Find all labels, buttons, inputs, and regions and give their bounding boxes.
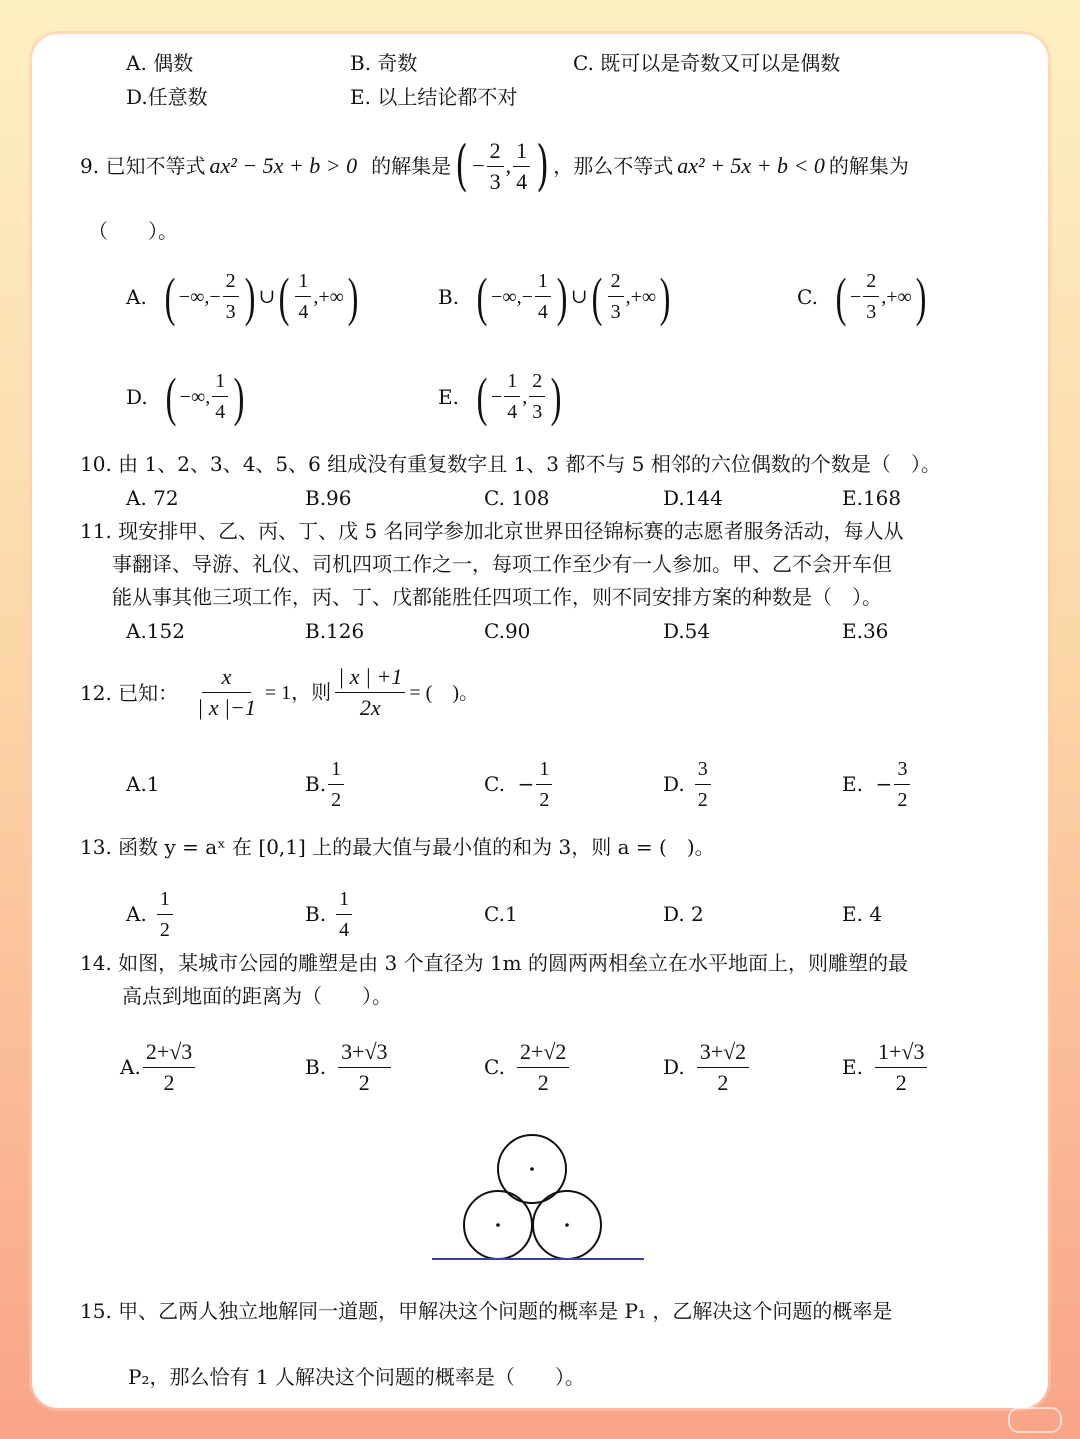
bottom-right-circle-center xyxy=(565,1223,569,1227)
q10-option-d: D.144 xyxy=(663,486,723,510)
q8-option-d: D.任意数 xyxy=(126,85,208,109)
q11-option-d: D.54 xyxy=(663,619,711,643)
q12-option-b: B. $\frac{1}{2}$ xyxy=(305,754,346,814)
q13-option-d: D. 2 xyxy=(663,902,704,926)
q14-option-b: B. $\frac{3+√3}{2}$ xyxy=(305,1034,393,1100)
q9-option-d: D. ( −∞, $\frac{1}{4}$ ) xyxy=(126,366,245,427)
q15-line-1: 15. 甲、乙两人独立地解同一道题，甲解决这个问题的概率是 P₁ ，乙解决这个问题的概率是 xyxy=(80,1299,893,1323)
q8-option-e: E. 以上结论都不对 xyxy=(350,85,518,109)
exam-page xyxy=(32,34,1048,1408)
q10-option-e: E.168 xyxy=(842,486,902,510)
q9-option-c: C. ( − $\frac{2}{3}$ ,+∞ ) xyxy=(797,266,927,327)
q10-option-b: B.96 xyxy=(305,486,352,510)
q11-option-a: A.152 xyxy=(126,619,185,643)
q14-option-a: A. $\frac{2+√3}{2}$ xyxy=(120,1034,197,1100)
q14-option-c: C. $\frac{2+√2}{2}$ xyxy=(484,1034,571,1100)
q12-stem: 12. 已知： $\frac{x}{| x |-1}$ = 1，则 $\frac{| x | +1}{2x}$ = ( )。 xyxy=(80,664,479,720)
q14-option-e: E. $\frac{1+√3}{2}$ xyxy=(842,1034,929,1100)
q14-line-2: 高点到地面的距离为（ ）。 xyxy=(122,984,392,1008)
q8-option-b: B. 奇数 xyxy=(350,51,418,75)
q9-inequality-2: ax² + 5x + b < 0 xyxy=(677,153,825,178)
q9-option-a: A. ( −∞,− $\frac{2}{3}$ ) ∪ ( $\frac{1}{4}$ ,+∞ ) xyxy=(126,266,359,327)
q11-line-3: 能从事其他三项工作，丙、丁、戊都能胜任四项工作，则不同安排方案的种数是（ ）。 xyxy=(112,585,882,609)
q13-option-a: A. $\frac{1}{2}$ xyxy=(126,884,175,944)
q12-option-c: C. − $\frac{1}{2}$ xyxy=(484,754,554,814)
q15-line-2: P₂，那么恰有 1 人解决这个问题的概率是（ ）。 xyxy=(128,1365,585,1389)
q14-line-1: 14. 如图，某城市公园的雕塑是由 3 个直径为 1m 的圆两两相垒立在水平地面上，则雕塑的最 xyxy=(80,951,909,975)
q9-number: 9. xyxy=(80,154,100,178)
q13-option-e: E. 4 xyxy=(842,902,883,926)
q8-option-c: C. 既可以是奇数又可以是偶数 xyxy=(573,51,841,75)
q9-inequality-1: ax² − 5x + b > 0 xyxy=(209,153,358,178)
q11-option-b: B.126 xyxy=(305,619,365,643)
q9-stem xyxy=(80,134,909,198)
q12-option-a: A.1 xyxy=(126,772,160,796)
q9-solution-set: ( − $\frac{2}{3}$ , $\frac{1}{4}$ ) xyxy=(455,134,549,197)
watermark-logo xyxy=(1008,1407,1062,1433)
q14-option-d: D. $\frac{3+√2}{2}$ xyxy=(663,1034,751,1100)
q10-option-a: A. 72 xyxy=(126,486,179,510)
top-circle-center xyxy=(530,1167,534,1171)
q12-option-e: E. − $\frac{3}{2}$ xyxy=(842,754,912,814)
q10-stem: 10. 由 1、2、3、4、5、6 组成没有重复数字且 1、3 都不与 5 相邻的六位偶数的个数是（ ）。 xyxy=(80,452,941,476)
q11-line-2: 事翻译、导游、礼仪、司机四项工作之一，每项工作至少有一人参加。甲、乙不会开车但 xyxy=(112,552,892,576)
q9-blank: （ ）。 xyxy=(88,219,178,243)
q9-option-b: B. ( −∞,− $\frac{1}{4}$ ) ∪ ( $\frac{2}{3}$ ,+∞ ) xyxy=(438,266,671,327)
bottom-left-circle-center xyxy=(496,1223,500,1227)
q13-option-b: B. $\frac{1}{4}$ xyxy=(305,884,354,944)
q13-stem: 13. 函数 y = aˣ 在 [0,1] 上的最大值与最小值的和为 3，则 a = ( )。 xyxy=(80,835,715,859)
q10-option-c: C. 108 xyxy=(484,486,550,510)
q13-option-c: C.1 xyxy=(484,902,518,926)
q9-text2: 的解集是 xyxy=(371,154,452,178)
three-circles-figure xyxy=(430,1134,650,1260)
q9-text1: 已知不等式 xyxy=(105,154,206,178)
q11-line-1: 11. 现安排甲、乙、丙、丁、戊 5 名同学参加北京世界田径锦标赛的志愿者服务活动，每人从 xyxy=(80,519,904,543)
q9-text4: 的解集为 xyxy=(828,154,909,178)
q8-option-a: A. 偶数 xyxy=(126,51,194,75)
q9-option-e: E. ( − $\frac{1}{4}$ , $\frac{2}{3}$ ) xyxy=(438,366,562,427)
q11-option-e: E.36 xyxy=(842,619,889,643)
q12-option-d: D. $\frac{3}{2}$ xyxy=(663,754,713,814)
q9-text3: ，那么不等式 xyxy=(553,154,674,178)
q11-option-c: C.90 xyxy=(484,619,531,643)
